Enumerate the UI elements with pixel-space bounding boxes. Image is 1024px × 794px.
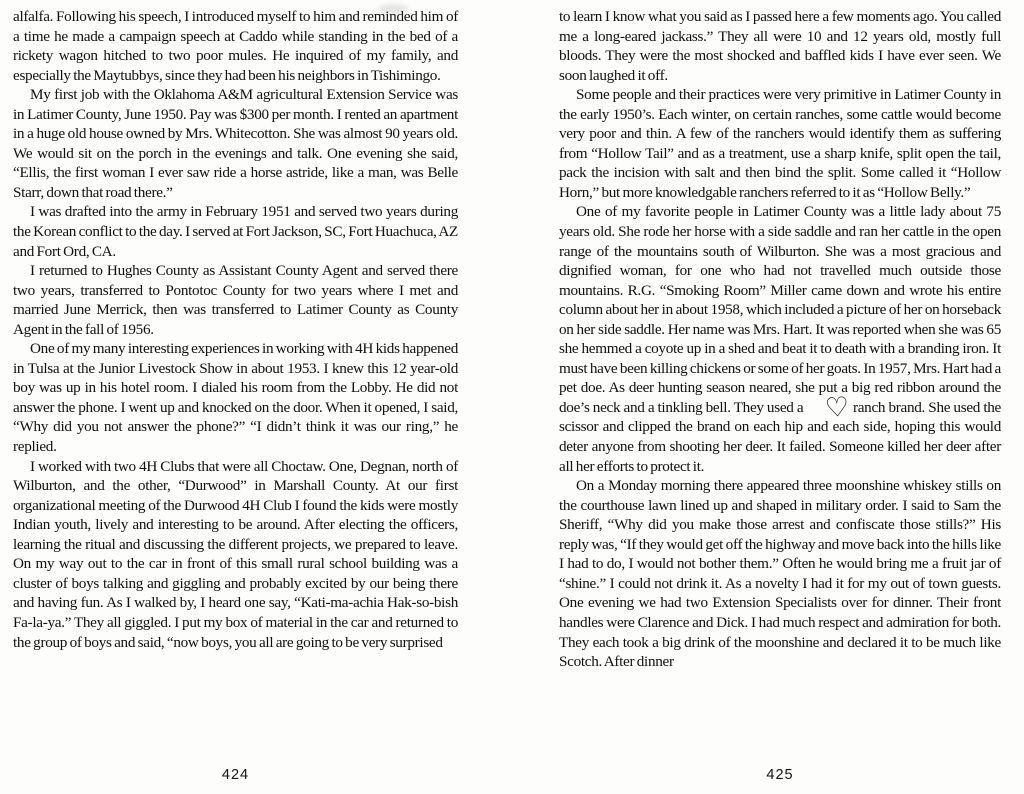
page-right bbox=[512, 0, 1024, 794]
page-number-left: 424 bbox=[221, 767, 250, 783]
left-text-column bbox=[13, 7, 458, 652]
paragraph-primitive-practices: Some people and their practices were very primitive in Latimer County in the early 1950’s. Each winter, on certain ranches, some cattle would become very poor and thin. A few of the ranchers would identify them as suffering from “Hollow Tail” and as a treatment, use a sharp knife, split open the tail, pack the incision with salt and then bind the split. Some called it “Hollow Horn,” but more knowledgable ranchers referred to it as “Hollow Belly.” bbox=[559, 86, 1001, 201]
paragraph-army: I was drafted into the army in February 1951 and served two years during the Korean conflict to the day. I served at Fort Jackson, SC, Fort Huachuca, AZ and Fort Ord, CA. bbox=[13, 203, 458, 260]
paragraph-continuation: alfalfa. Following his speech, I introduced myself to him and reminded him of a time he made a campaign speech at Caddo while standing in the bed of a rickety wagon hitched to two poor mules. He inquired of my family, and especially the Maytubbys, since they had been his neighbors in Tishimingo. bbox=[13, 8, 458, 84]
paragraph-4h-clubs: I worked with two 4H Clubs that were all Choctaw. One, Degnan, north of Wilburton, and the other, “Durwood” in Marshall County. At our first organizational meeting of the Durwood 4H Club I found the kids were mostly Indian youth, lively and interesting to be around. After electing the officers, learning the ritual and discussing the different projects, we prepared to leave. On my way out to the car in front of this small rural school building was a cluster of boys talking and giggling and probably excited by our being there and having fun. As I walked by, I heard one say, “Kati-ma-achia Hak-so-bish Fa-la-ya.” They all giggled. I put my box of material in the car and returned to the group of boys and said, “now boys, you all are going to be very surprised bbox=[13, 457, 458, 651]
paragraph-mrs-hart bbox=[559, 202, 1001, 476]
paragraph-text-after-heart: ranch brand. She used the scissor and clipped the brand on each hip and each side, hoping this would deter anyone from shooting her deer. It failed. Someone killed her deer after all her efforts to protect it. bbox=[559, 398, 1001, 475]
page-number-right: 425 bbox=[766, 767, 794, 783]
paragraph-moonshine-stills: On a Monday morning there appeared three moonshine whiskey stills on the courthouse lawn lined up and shaped in military order. I said to Sam the Sheriff, “Why did you make those arrest and confiscate those stills?” His reply was, “If they would get off the highway and move back into the hills like I had to do, I would not bother them.” Often he would bring me a fruit jar of “shine.” I could not drink it. As a novelty I had it for my out of town guests. One evening we had two Extension Specialists over for dinner. Their front handles were Clarence and Dick. I had much respect and admiration for both. They each took a big drink of the moonshine and declared it to be much like Scotch. After dinner bbox=[559, 477, 1001, 671]
paragraph-county-agent: I returned to Hughes County as Assistant County Agent and served there two years, transferred to Pontotoc County for two years where I met and married June Merrick, then was transferred to Latimer County as County Agent in the fall of 1956. bbox=[13, 262, 458, 338]
paragraph-text-before-heart: One of my favorite people in Latimer County was a little lady about 75 years old. She rode her horse with a side saddle and ran her cattle in the open range of the mountains south of Wilburton. She was a most gracious and dignified woman, for one who had not travelled much outside those mountains. R.G. “Smoking Room” Miller came down and wrote his entire column about her in about 1958, which included a picture of her on horseback on her side saddle. Her name was Mrs. Hart. It was reported when she was 65 she hemmed a coyote up in a shed and beat it to death with a branding iron. It must have been killing chickens or some of her goats. In 1957, Mrs. Hart had a pet doe. As deer hunting season neared, she put a big red ribbon around the doe’s neck and a tinkling bell. They used a bbox=[559, 203, 1001, 416]
right-text-column bbox=[559, 7, 1001, 672]
heart-brand-icon: ♡ bbox=[823, 391, 850, 425]
paragraph-tulsa-livestock: One of my many interesting experiences in working with 4H kids happened in Tulsa at the Junior Livestock Show in about 1953. I knew this 12 year-old boy was up in his hotel room. I dialed his room from the Lobby. He did not answer the phone. I went up and knocked on the door. When it opened, I said, “Why did you not answer the phone?” “I didn’t think it was our ring,” he replied. bbox=[13, 340, 458, 456]
paragraph-first-job: My first job with the Oklahoma A&M agricultural Extension Service was in Latimer County, June 1950. Pay was $300 per month. I rented an apartment in a huge old house owned by Mrs. Whitecotton. She was almost 90 years old. We would sit on the porch in the evenings and talk. One evening she said, “Ellis, the first woman I ever saw ride a horse astride, like a man, was Belle Starr, down that road there.” bbox=[13, 86, 458, 201]
paragraph-continuation: to learn I know what you said as I passed here a few moments ago. You called me a long-eared jackass.” They all were 10 and 12 years old, mostly full bloods. They were the most shocked and baffled kids I have ever seen. We soon laughed it off. bbox=[559, 8, 1001, 84]
